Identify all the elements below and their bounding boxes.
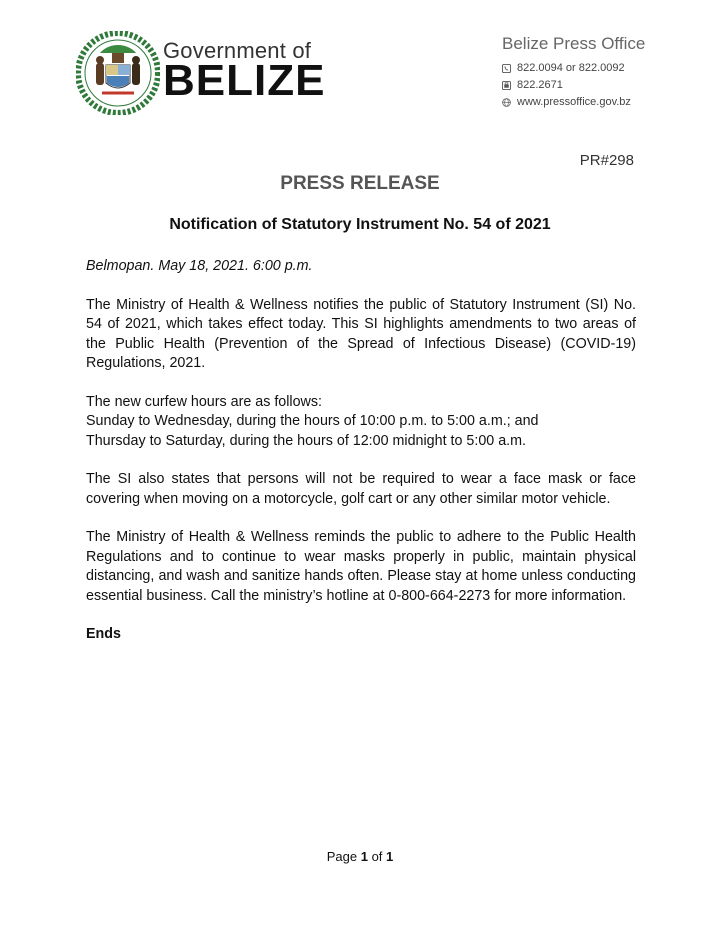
fax-number: 822.2671 (517, 79, 563, 91)
curfew-section (86, 393, 636, 452)
phone-icon (502, 64, 511, 73)
website-link[interactable]: www.pressoffice.gov.bz (517, 96, 631, 108)
ends-marker: Ends (86, 626, 121, 642)
dateline: Belmopan. May 18, 2021. 6:00 p.m. (86, 258, 313, 274)
fax-row (502, 77, 712, 94)
government-of-label: Government of (163, 38, 312, 63)
phone-row (502, 60, 712, 77)
page-number (0, 849, 720, 864)
document-title: Notification of Statutory Instrument No. 54 of 2021 (169, 216, 551, 233)
phone-number: 822.0094 or 822.0092 (517, 62, 625, 74)
curfew-line-weekday: Sunday to Wednesday, during the hours of 10:00 p.m. to 5:00 a.m.; and (86, 413, 539, 429)
page-current: 1 (360, 849, 368, 864)
curfew-intro: The new curfew hours are as follows: (86, 393, 323, 410)
paragraph-face-mask: The SI also states that persons will not be required to wear a face mask or face covering when moving on a motorcycle, golf cart or any other similar motor vehicle. (86, 471, 636, 507)
fax-icon (502, 81, 511, 90)
page-total: 1 (386, 849, 394, 864)
document-body (86, 257, 636, 664)
website-row (502, 94, 712, 111)
curfew-line-weekend: Thursday to Saturday, during the hours of 12:00 midnight to 5:00 a.m. (86, 432, 527, 449)
belize-coat-of-arms-logo (76, 31, 160, 115)
page-prefix: Page (326, 849, 358, 864)
press-office-contact (502, 34, 712, 111)
globe-icon (502, 98, 511, 107)
press-release-heading: PRESS RELEASE (280, 173, 440, 194)
press-release-number: PR#298 (579, 152, 634, 169)
page-of: of (371, 849, 383, 864)
belize-wordmark: BELIZE (163, 56, 326, 105)
paragraph-intro: The Ministry of Health & Wellness notifies the public of Statutory Instrument (SI) No. 54 of 2021, which takes effect today. This SI highlights amendments to two areas of the Public Health (Prevention of the Spread of Infectious Disease) (COVID-19) Regulations, 2021. (86, 296, 636, 371)
paragraph-reminder: The Ministry of Health & Wellness reminds the public to adhere to the Public Health Regulations and to continue to wear masks properly in public, maintain physical distancing, and wash and sanitize hands often. Please stay at home unless conducting essential business. Call the ministry’s hotline at 0-800-664-2273 for more information. (86, 529, 636, 604)
press-office-name: Belize Press Office (502, 34, 646, 53)
